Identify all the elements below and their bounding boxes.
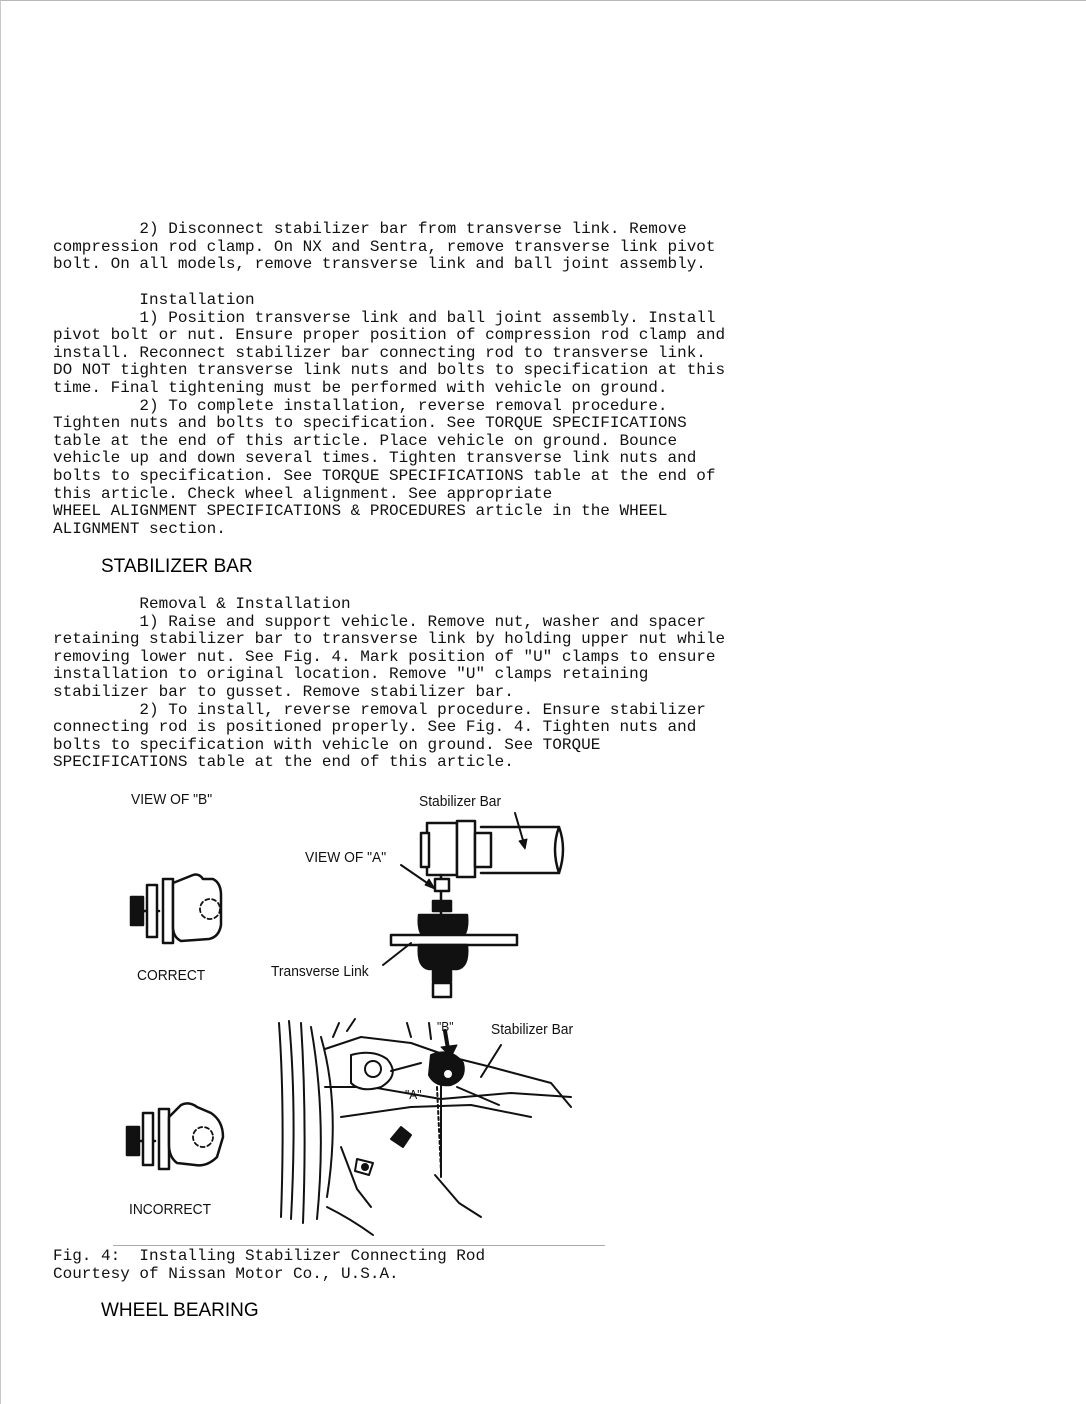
figure-divider (113, 1245, 605, 1246)
correct-label: CORRECT (137, 967, 206, 984)
correct-clamp-drawing (131, 875, 221, 944)
incorrect-clamp-drawing (127, 1103, 223, 1169)
wheel-bearing-heading: WHEEL BEARING (101, 1300, 259, 1321)
suspension-assembly-drawing (279, 1019, 574, 1235)
stabilizer-removal-installation-paragraph: Removal & Installation 1) Raise and support vehicle. Remove nut, washer and spacer retaining stabilizer bar to transverse link by holding upper nut while removing lower nut. See Fig. 4. Mark position of "U" clamps to ensure installation to original location. Remove "U" clamps retaining stabilizer bar to gusset. Remove stabilizer bar. 2) To install, reverse removal procedure. Ensure stabilizer connecting rod is positioned properly. See Fig. 4. Tighten nuts and bolts to specification with vehicle on ground. See TORQUE SPECIFICATIONS table at the end of this article. (53, 595, 726, 772)
stabilizer-bar-bottom-label: Stabilizer Bar (491, 1021, 574, 1038)
figure-caption: Fig. 4: Installing Stabilizer Connecting Rod Courtesy of Nissan Motor Co., U.S.A. (53, 1247, 486, 1283)
stabilizer-bar-top-label: Stabilizer Bar (419, 793, 502, 810)
view-b-label: VIEW OF "B" (131, 791, 213, 808)
figure-4-illustration (111, 787, 605, 1247)
removal-step-2-paragraph: 2) Disconnect stabilizer bar from transverse link. Remove compression rod clamp. On NX and Sentra, remove transverse link pivot bolt. On all models, remove transverse link and ball joint assembly. (53, 220, 716, 274)
view-a-label: VIEW OF "A" (305, 849, 387, 866)
marker-a-label: "A" (405, 1087, 422, 1102)
marker-b-label: "B" (437, 1019, 454, 1034)
stabilizer-bar-heading: STABILIZER BAR (101, 556, 253, 577)
incorrect-label: INCORRECT (129, 1201, 212, 1218)
installation-paragraph: Installation 1) Position transverse link and ball joint assembly. Install pivot bolt or nut. Ensure proper position of compression rod clamp and install. Reconnect stabilizer bar connecting rod to transverse link. DO NOT tighten transverse link nuts and bolts to specification at this time. Final tightening must be performed with vehicle on ground. 2) To complete installation, reverse removal procedure. Tighten nuts and bolts to specification. See TORQUE SPECIFICATIONS table at the end of this article. Place vehicle on ground. Bounce vehicle up and down several times. Tighten transverse link nuts and bolts to specification. See TORQUE SPECIFICATIONS table at the end of this article. Check wheel alignment. See appropriate WHEEL ALIGNMENT SPECIFICATIONS & PROCEDURES article in the WHEEL ALIGNMENT section. (53, 291, 726, 538)
stabilizer-bar-top-drawing (383, 813, 563, 997)
transverse-link-label: Transverse Link (271, 963, 369, 980)
